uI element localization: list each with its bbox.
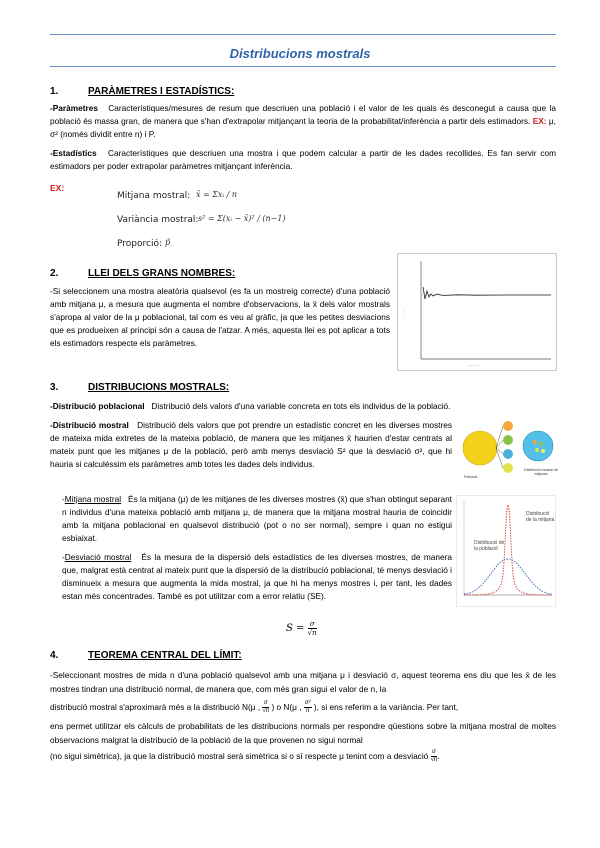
fig1-label-sampling: Distribució mostral de mitjanes [524, 468, 558, 476]
ex-variancia-formula: s² = Σ(xᵢ − x̄)² / (n−1) [198, 214, 286, 223]
section-title: LLEI DELS GRANS NOMBRES: [88, 268, 236, 279]
tcl-line-1: -Seleccionant mostres de mida n d'una població qualsevol amb una mitjana μ i desviació σ, aquest teorema ens diu que les x̄ de les mostres tindran una distribució normal, de manera que, com més gran sigui el valor de n, la [50, 670, 556, 694]
term-estadistics: -Estadístics [50, 148, 97, 158]
fig2-label-top: Distribució de la mitjana [526, 511, 555, 523]
sample-circle [503, 463, 513, 473]
paragraph-mitjana-mostral: -Mitjana mostral És la mitjana (μ) de les mitjanes de les diverses mostres (x̄) que s'han obtingut separant n individus d'una mateixa població amb mitjana μ, de manera que la mitjana mostral hauria de coincidir amb la mitjana poblacional en qualsevol distribució (pot o no ser normal), sempre i quan no estigui esbiaixat. [62, 494, 452, 543]
section-number: 4. [50, 650, 59, 661]
sampling-distribution-circle [523, 431, 553, 461]
section-title: TEOREMA CENTRAL DEL LÍMIT: [88, 650, 242, 661]
ex-proporcio-formula: p̂ [165, 238, 171, 247]
tcl-line-2b: ) o N(μ , [271, 702, 302, 712]
frac-denominator: n [306, 708, 310, 715]
paragraph-distribucio-poblacional-wrap [50, 400, 556, 413]
tcl-line-4: (no sigui simètrica), ja que la distribució mostral serà simètrica si o sí respecte μ tenint com a desviació $\frac{\sigma}{√n}$ . [50, 749, 440, 764]
sample-circle [503, 449, 513, 459]
text-parametres: Característiques/mesures de resum que descriuen una població i el valor de les quals és desconegut a causa que la població és massa gran, de manera que s'han d'extrapolar mitjançant la teoria de la probabilitat/inferència a partir dels estimadors. [50, 103, 557, 126]
paragraph-distribucio-mostral [50, 419, 452, 471]
section-4-heading [50, 650, 242, 661]
text-distribucio-poblacional: Distribució dels valors d'una variable concreta en tots els individus de la població. [151, 401, 451, 411]
term-desviacio-mostral: Desviació mostral [64, 552, 132, 562]
frac-numerator: σ [432, 749, 436, 756]
paragraph-distribucio-poblacional [50, 400, 556, 413]
svg-text:········: ········ [401, 307, 406, 318]
term-distribucio-mostral: -Distribució mostral [50, 420, 129, 430]
section-3-heading [50, 382, 229, 393]
paragraph-llei: -Si seleccionem una mostra aleatòria qualsevol (es fa un mostreig correcte) d'una població amb mitjana μ, a mesura que augmenta el nombre d'observacions, la x̄ dels valor mostrals s'apropa al valor de la μ poblacional, tal com es veu al gràfic, ja que les petites desviacions que es produeixen al principi són a causa de l'atzar. A més, aquesta llei es pot aplicar a tots els estimadors respecte els paràmetres. [50, 286, 390, 348]
section-1-heading [50, 86, 234, 97]
ex-variancia-label: Variància mostral: [117, 215, 199, 225]
ex-mitjana-formula: x̄ = Σxᵢ / n [196, 190, 238, 199]
frac-denominator: √n [430, 757, 438, 764]
section-title: DISTRIBUCIONS MOSTRALS: [88, 382, 230, 393]
tcl-line-3: ens permet utilitzar els càlculs de probabilitats de les distribucions normals per respondre qüestions sobre la mitjana mostral de moltes observacions malgrat la distribució de la població de la que provenen no sigui normal [50, 721, 556, 745]
ex-label: EX: [50, 183, 65, 193]
ex-proporcio-label: Proporció: [117, 239, 162, 249]
fig2-label-bottom: Distribució de la població [474, 540, 505, 552]
paragraph-distribucio-mostral-wrap [50, 419, 452, 471]
text-distribucio-mostral: Distribució dels valors que pot prendre un estadístic concret en les diverses mostres de mateixa mida extretes de la mateixa població, de manera que les mitjanes x̄ haurien d'estar centrats al mateix punt que les mitjanes μ de la població, però amb menys desviació S² que la desviació σ², que hi hauria si calculéssim els paràmetres amb totes les dades dels individus. [50, 420, 452, 469]
svg-text:··········: ·········· [467, 363, 481, 368]
frac-numerator: σ² [304, 700, 311, 707]
sample-circle [503, 421, 513, 431]
se-formula [286, 620, 317, 637]
term-mitjana-mostral: Mitjana mostral [64, 494, 122, 504]
sample-circle [503, 435, 513, 445]
fig1-label-population: Població [464, 475, 478, 479]
example-label: EX: [532, 116, 547, 126]
frac-denominator: √n [262, 708, 270, 715]
tcl-line-2c: ), si ens referim a la variància. Per tant, [313, 702, 459, 712]
tcl-frac-3 [431, 749, 438, 764]
tcl-frac-1 [262, 700, 269, 715]
paragraph-estadistics [50, 147, 556, 173]
paragraph-parametres [50, 102, 556, 141]
population-circle [463, 431, 497, 465]
frac-numerator: σ [263, 700, 268, 707]
section-2-heading [50, 268, 235, 279]
page-title: Distribucions mostrals [229, 46, 371, 61]
section-title: PARÀMETRES I ESTADÍSTICS: [88, 86, 235, 97]
law-large-numbers-chart [397, 253, 557, 371]
text-desviacio-mostral: És la mesura de la dispersió dels estadístics de les diverses mostres, de manera que, malgrat està centrat al mateix punt que la dispersió de la distribució poblacional, té menys desviació i disminueix a mesura que augmenta la mida mostral, ja que hi ha menys mostres i, per tant, les dades estan més concentrades. També es pot utilitzar com a error relatiu (SE). [62, 552, 452, 601]
tcl-line-4a: (no sigui simètrica), ja que la distribució mostral serà simètrica si o sí respecte μ tenint com a desviació [50, 751, 429, 761]
section-number: 3. [50, 382, 59, 393]
formula-fraction [308, 620, 317, 637]
section-4-body [50, 668, 556, 765]
title-rule-bottom [50, 66, 556, 67]
section-2-body [50, 285, 390, 350]
ex-mitjana-label: Mitjana mostral: [117, 191, 191, 201]
term-parametres: -Paràmetres [50, 103, 98, 113]
paragraph-desviacio-mostral: -Desviació mostral És la mesura de la dispersió dels estadístics de les diverses mostres, de manera que, malgrat està centrat al mateix punt que la dispersió de la distribució poblacional, té menys desviació i disminueix a mesura que augmenta la mida mostral, ja que hi ha menys mostres i, per tant, les dades estan més concentrades. També es pot utilitzar com a error relatiu (SE). [62, 552, 452, 601]
formula-denominator: √n [307, 629, 317, 637]
example-text: μ, σ² (només dividit entre n) i P. [50, 116, 556, 139]
text-mitjana-mostral: És la mitjana (μ) de les mitjanes de les diverses mostres (x̄) que s'han obtingut separant n individus d'una mateixa població amb mitjana μ, de manera que la mitjana mostral hauria de coincidir amb la mitjana poblacional en qualsevol distribució (pot o no ser normal), sempre i quan no estigui esbiaixat. [62, 494, 452, 543]
term-distribucio-poblacional: -Distribució poblacional [50, 401, 145, 411]
section-number: 2. [50, 268, 59, 279]
svg-text:···: ··· [457, 522, 461, 525]
tcl-line-2a: distribució mostral s'aproximarà més a la distribució N(μ , [50, 702, 261, 712]
title-rule-top [50, 34, 556, 35]
text-estadistics: Característiques que descriuen una mostra i que podem calcular a partir de les dades recollides. Es fan servir com estimadors per poder extrapolar paràmetres mitjançant inferència. [50, 148, 557, 171]
paragraph-desviacio-mostral-wrap [62, 551, 452, 603]
section-number: 1. [50, 86, 59, 97]
formula-numerator: σ [308, 620, 317, 629]
tcl-frac-2 [304, 700, 312, 715]
section-1-body [50, 102, 556, 173]
paragraph-mitjana-mostral-wrap [62, 493, 452, 545]
formula-lhs: S = [286, 623, 305, 634]
tcl-line-2 [50, 698, 556, 716]
